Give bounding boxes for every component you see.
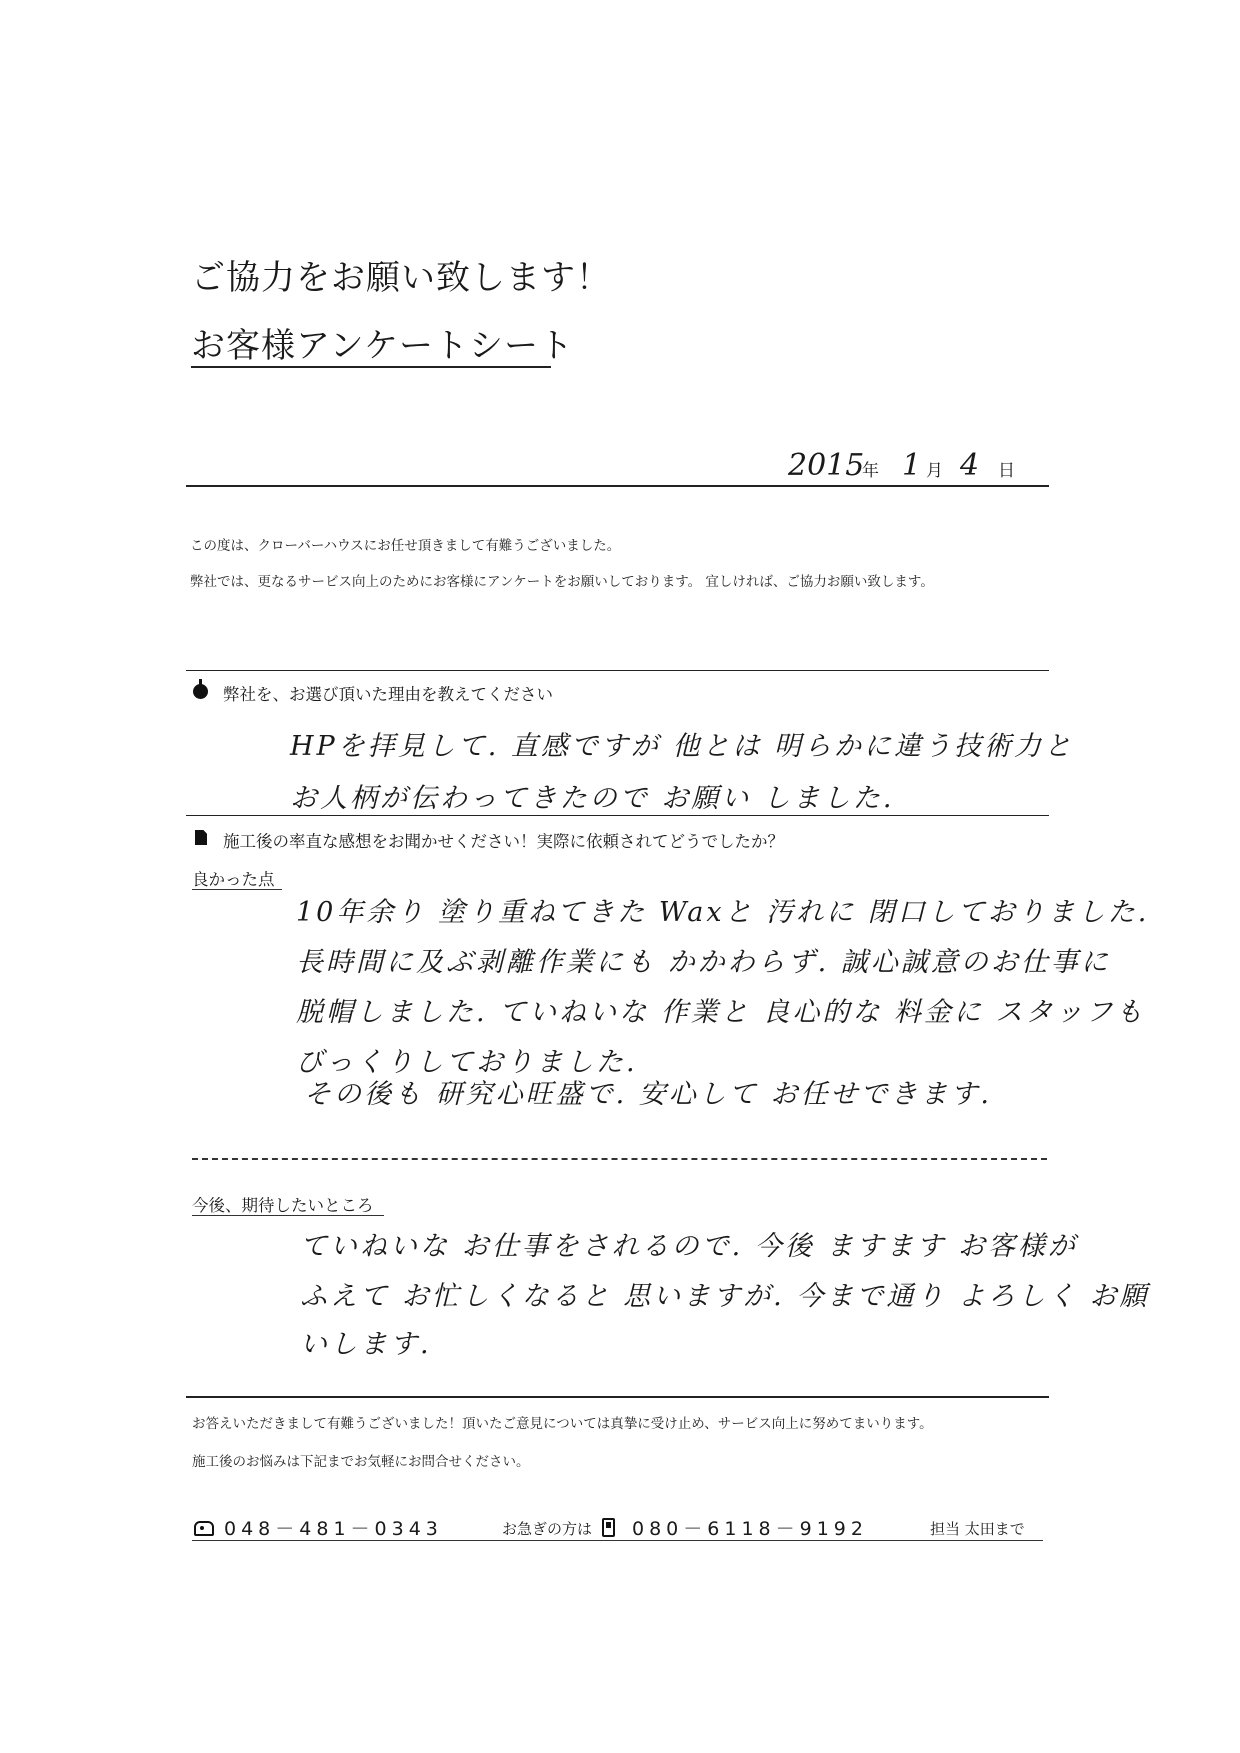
q2-top-divider [186, 815, 1049, 816]
good-points-underline [192, 889, 282, 890]
q3-label: 今後、期待したいところ [192, 1196, 374, 1215]
apple-icon [193, 684, 208, 699]
q3-answer-line-3: いします. [300, 1329, 432, 1360]
date-divider [186, 485, 1049, 487]
date-year-unit: 年 [862, 461, 879, 481]
urgent-label: お急ぎの方は [502, 1520, 593, 1538]
date-year: 2015 [788, 448, 865, 483]
footer-divider [186, 1396, 1049, 1398]
q1-label: 弊社を、お選び頂いた理由を教えてください [223, 685, 553, 704]
q3-answer-line-1: ていねいな お仕事をされるので. 今後 ますます お客様が [300, 1231, 1078, 1262]
dashed-divider [192, 1158, 1047, 1160]
mobile-phone-icon [602, 1518, 615, 1537]
intro-line-2: 弊社では、更なるサービス向上のためにお客様にアンケートをお願いしております。 宜しければ、ご協力お願い致します。 [190, 574, 934, 590]
q1-answer-line-1: HPを拝見して. 直感ですが 他とは 明らかに違う技術力と [290, 731, 1075, 762]
footer-line-1: お答えいただきまして有難うございました！頂いたご意見については真摯に受け止め、サービス向上に努めてまいります。 [192, 1416, 933, 1432]
q2-answer-line-2: 長時間に及ぶ剥離作業にも かかわらず. 誠心誠意のお仕事に [296, 947, 1111, 978]
q3-underline [192, 1215, 384, 1216]
date-month: 1 [902, 448, 922, 483]
q2-answer-line-5: その後も 研究心旺盛で. 安心して お任せできます. [304, 1079, 992, 1110]
page-title: ご協力をお願い致します！ [191, 258, 611, 298]
q3-answer-line-2: ふえて お忙しくなると 思いますが. 今まで通り よろしく お願 [300, 1281, 1150, 1312]
q2-label: 施工後の率直な感想をお聞かせください！実際に依頼されてどうでしたか？ [223, 832, 784, 851]
page-subtitle: お客様アンケートシート [191, 326, 574, 366]
subtitle-underline [191, 366, 551, 368]
date-day-unit: 日 [998, 461, 1015, 481]
q1-top-divider [186, 670, 1049, 671]
good-points-label: 良かった点 [192, 870, 275, 889]
footer-line-2: 施工後のお悩みは下記までお気軽にお問合せください。 [192, 1454, 530, 1470]
q1-answer-line-2: お人柄が伝わってきたので お願い しました. [290, 783, 895, 814]
contact-underline [192, 1540, 1043, 1541]
phone-number: 048－481－0343 [224, 1518, 443, 1540]
date-day: 4 [960, 448, 980, 483]
mobile-number: 080－6118－9192 [632, 1518, 868, 1540]
q2-answer-line-3: 脱帽しました. ていねいな 作業と 良心的な 料金に スタッフも [296, 997, 1146, 1028]
q2-answer-line-4: びっくりしておりました. [296, 1047, 638, 1078]
intro-line-1: この度は、クローバーハウスにお任せ頂きまして有難うございました。 [190, 538, 621, 554]
date-month-unit: 月 [926, 461, 943, 481]
q2-answer-line-1: 10年余り 塗り重ねてきた Waxと 汚れに 閉口しておりました. [296, 897, 1150, 928]
contact-person: 担当 太田まで [930, 1520, 1025, 1538]
phone-icon [194, 1521, 214, 1536]
document-icon [195, 830, 207, 845]
